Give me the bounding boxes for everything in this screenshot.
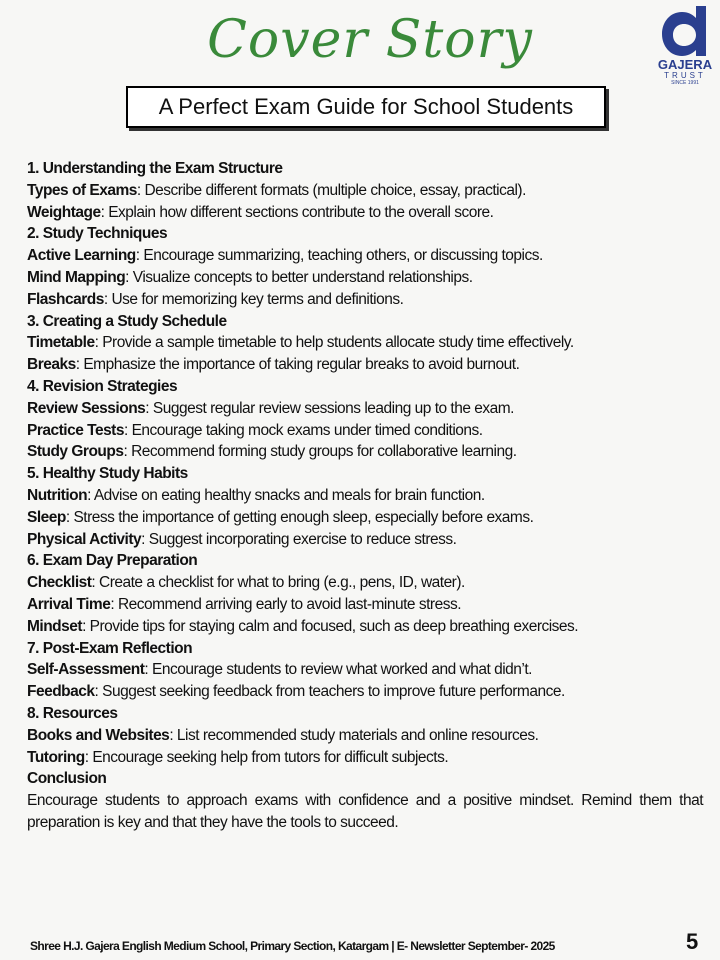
item-text: : Encourage summarizing, teaching others, or discussing topics. xyxy=(135,247,543,265)
conclusion-heading: Conclusion xyxy=(27,770,107,788)
item-label: Study Groups xyxy=(27,443,124,461)
item-label: Feedback xyxy=(27,683,95,701)
logo-name: GAJERA xyxy=(657,57,713,72)
list-item xyxy=(27,180,703,202)
item-label: Books and Websites xyxy=(27,726,170,744)
item-label: Review Sessions xyxy=(27,399,146,417)
list-item xyxy=(27,202,703,224)
item-label: Practice Tests xyxy=(27,421,124,439)
section-heading: 6. Exam Day Preparation xyxy=(27,552,198,570)
item-label: Nutrition xyxy=(27,486,88,504)
item-label: Flashcards xyxy=(27,290,104,308)
item-text: : Suggest incorporating exercise to reduce stress. xyxy=(141,530,457,548)
list-item xyxy=(27,332,703,354)
item-label: Breaks xyxy=(27,356,76,374)
item-label: Physical Activity xyxy=(27,530,142,548)
item-text: : Encourage seeking help from tutors for difficult subjects. xyxy=(84,748,449,766)
article-body xyxy=(27,158,703,834)
list-item xyxy=(27,529,703,551)
item-text: : Use for memorizing key terms and definitions. xyxy=(103,290,404,308)
list-item xyxy=(27,616,703,638)
item-label: Sleep xyxy=(27,508,66,526)
list-item xyxy=(27,725,703,747)
item-text: : Suggest regular review sessions leading up to the exam. xyxy=(145,399,514,417)
item-text: : Encourage taking mock exams under timed conditions. xyxy=(123,421,483,439)
item-label: Types of Exams xyxy=(27,181,137,199)
list-item xyxy=(27,267,703,289)
cover-story-title: Cover Story xyxy=(207,10,533,70)
logo-since: SINCE 1991 xyxy=(671,80,699,86)
page-number: 5 xyxy=(686,929,699,954)
list-item xyxy=(27,441,703,463)
gajera-logo-icon xyxy=(660,4,710,58)
list-item xyxy=(27,485,703,507)
item-text: : Advise on eating healthy snacks and meals for brain function. xyxy=(87,486,485,504)
section-heading: 1. Understanding the Exam Structure xyxy=(27,160,283,177)
item-label: Tutoring xyxy=(27,748,85,766)
conclusion-text: Encourage students to approach exams with confidence and a positive mindset. Remind them that preparation is key and that they have the tools to succeed. xyxy=(27,792,703,831)
item-text: : Explain how different sections contribute to the overall score. xyxy=(100,203,494,221)
item-text: : Create a checklist for what to bring (e.g., pens, ID, water). xyxy=(91,574,465,592)
section-heading: 3. Creating a Study Schedule xyxy=(27,312,227,330)
item-text: : Stress the importance of getting enough sleep, especially before exams. xyxy=(65,508,534,526)
list-item xyxy=(27,747,703,769)
article-subtitle: A Perfect Exam Guide for School Students xyxy=(126,86,606,128)
list-item xyxy=(27,659,703,681)
item-label: Self-Assessment xyxy=(27,661,145,679)
section-heading: 5. Healthy Study Habits xyxy=(27,465,188,483)
item-text: : Visualize concepts to better understand relationships. xyxy=(125,268,473,286)
list-item xyxy=(27,594,703,616)
section-heading: 4. Revision Strategies xyxy=(27,377,178,395)
list-item xyxy=(27,681,703,703)
item-label: Mindset xyxy=(27,617,83,635)
list-item xyxy=(27,245,703,267)
item-text: : List recommended study materials and online resources. xyxy=(169,726,539,744)
item-label: Mind Mapping xyxy=(27,268,126,286)
item-label: Checklist xyxy=(27,574,92,592)
item-text: : Suggest seeking feedback from teachers to improve future performance. xyxy=(94,683,565,701)
gajera-trust-logo xyxy=(650,4,720,90)
item-text: : Recommend forming study groups for collaborative learning. xyxy=(123,443,517,461)
item-text: : Encourage students to review what worked and what didn’t. xyxy=(144,661,532,679)
item-text: : Provide a sample timetable to help students allocate study time effectively. xyxy=(94,334,574,352)
item-text: : Provide tips for staying calm and focused, such as deep breathing exercises. xyxy=(82,617,579,635)
section-heading: 8. Resources xyxy=(27,704,118,722)
footer-text: Shree H.J. Gajera English Medium School, Primary Section, Katargam | E- Newsletter September- 2025 xyxy=(30,939,555,953)
list-item xyxy=(27,420,703,442)
list-item xyxy=(27,507,703,529)
item-label: Timetable xyxy=(27,334,95,352)
item-label: Arrival Time xyxy=(27,595,111,613)
list-item xyxy=(27,398,703,420)
item-label: Active Learning xyxy=(27,247,136,265)
item-text: : Recommend arriving early to avoid last-minute stress. xyxy=(110,595,461,613)
section-heading: 2. Study Techniques xyxy=(27,225,168,243)
item-text: : Emphasize the importance of taking regular breaks to avoid burnout. xyxy=(75,356,520,374)
section-heading: 7. Post-Exam Reflection xyxy=(27,639,193,657)
list-item xyxy=(27,289,703,311)
item-text: : Describe different formats (multiple choice, essay, practical). xyxy=(136,181,526,199)
list-item xyxy=(27,572,703,594)
item-label: Weightage xyxy=(27,203,101,221)
logo-sub: TRUST xyxy=(664,71,706,80)
list-item xyxy=(27,354,703,376)
